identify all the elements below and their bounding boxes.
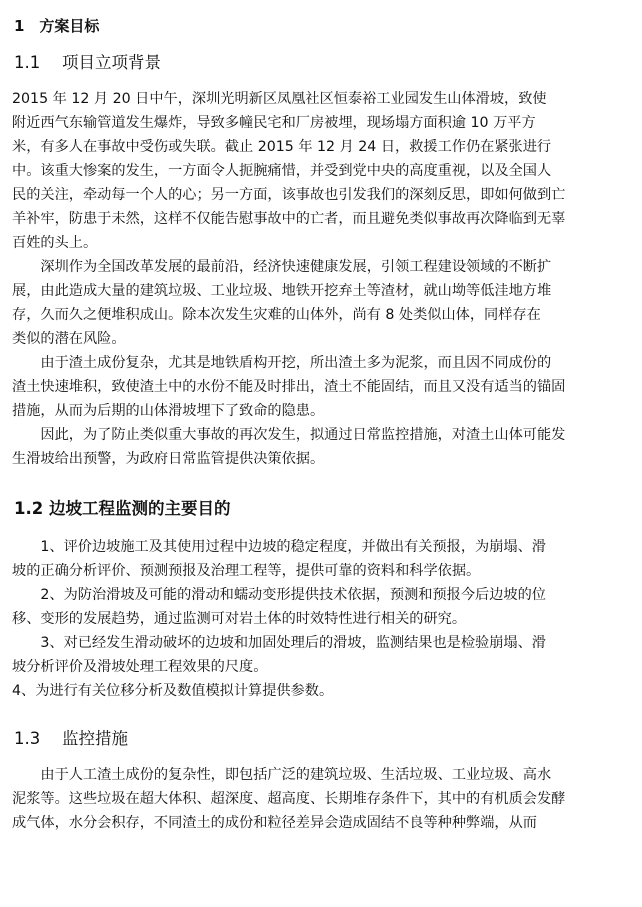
list-item: 1、评价边坡施工及其使用过程中边坡的稳定程度，并做出有关预报，为崩塌、滑 <box>12 539 546 555</box>
paragraph-shenzhen <box>12 255 630 351</box>
list-item: 2、为防治滑坡及可能的滑动和蠕动变形提供技术依据，预测和预报今后边坡的位 <box>12 587 546 603</box>
text-line: 深圳作为全国改革发展的最前沿，经济快速健康发展，引领工程建设领域的不断扩 <box>12 259 552 275</box>
text-line: 坡分析评价及滑坡处理工程效果的尺度。 <box>12 659 268 675</box>
paragraph-monitoring-measures <box>12 763 630 835</box>
text-line: 移、变形的发展趋势，通过监测可对岩土体的时效特性进行相关的研究。 <box>12 611 467 627</box>
text-line: 坡的正确分析评价、预测预报及治理工程等，提供可靠的资料和科学依据。 <box>12 563 481 579</box>
text-line: 附近西气东输管道发生爆炸，导致多幢民宅和厂房被埋，现场塌方面积逾 10 万平方 <box>12 115 536 131</box>
text-line: 渣土快速堆积，致使渣土中的水份不能及时排出，渣土不能固结，而且又没有适当的锚固 <box>12 379 566 395</box>
text-line: 因此，为了防止类似重大事故的再次发生，拟通过日常监控措施，对渣土山体可能发 <box>12 427 566 443</box>
paragraph-conclusion <box>12 423 630 471</box>
text-line: 生滑坡给出预警，为政府日常监管提供决策依据。 <box>12 451 325 467</box>
text-line: 中。该重大惨案的发生，一方面令人扼腕痛惜，并受到党中央的高度重视，以及全国人 <box>12 163 552 179</box>
text-line: 成气体，水分会积存，不同渣土的成份和粒径差异会造成固结不良等种种弊端，从而 <box>12 815 537 831</box>
text-line: 由于人工渣土成份的复杂性，即包括广泛的建筑垃圾、生活垃圾、工业垃圾、高水 <box>12 767 552 783</box>
text-line: 类似的潜在风险。 <box>12 331 126 347</box>
text-line: 百姓的头上。 <box>12 235 98 251</box>
text-line: 存，久而久之便堆积成山。除本次发生灾难的山体外，尚有 8 处类似山体，同样存在 <box>12 307 541 323</box>
text-line: 泥浆等。这些垃圾在超大体积、超深度、超高度、长期堆存条件下，其中的有机质会发酵 <box>12 791 566 807</box>
paragraph-muck-composition <box>12 351 630 423</box>
paragraph-monitoring-purposes <box>12 535 630 703</box>
subsection-heading-1-3: 1.3 监控措施 <box>14 729 128 748</box>
paragraph-background <box>12 87 630 255</box>
list-item: 3、对已经发生滑动破坏的边坡和加固处理后的滑坡，监测结果也是检验崩塌、滑 <box>12 635 546 651</box>
text-line: 米，有多人在事故中受伤或失联。截止 2015 年 12 月 24 日，救援工作仍在紧张进行 <box>12 139 552 155</box>
subsection-heading-1-1: 1.1 项目立项背景 <box>14 53 161 72</box>
section-heading-1: 1 方案目标 <box>14 17 100 35</box>
list-item: 4、为进行有关位移分析及数值模拟计算提供参数。 <box>12 683 334 699</box>
text-line: 措施，从而为后期的山体滑坡埋下了致命的隐患。 <box>12 403 325 419</box>
text-line: 由于渣土成份复杂，尤其是地铁盾构开挖，所出渣土多为泥浆，而且因不同成份的 <box>12 355 552 371</box>
text-line: 展，由此造成大量的建筑垃圾、工业垃圾、地铁开挖弃土等渣材，就山坳等低洼地方堆 <box>12 283 552 299</box>
text-line: 羊补牢，防患于未然，这样不仅能告慰事故中的亡者，而且避免类似事故再次降临到无辜 <box>12 211 566 227</box>
subsection-heading-1-2: 1.2 边坡工程监测的主要目的 <box>14 499 231 518</box>
text-line: 民的关注，牵动每一个人的心；另一方面，该事故也引发我们的深刻反思，即如何做到亡 <box>12 187 566 203</box>
text-line: 2015 年 12 月 20 日中午，深圳光明新区凤凰社区恒泰裕工业园发生山体滑坡，致使 <box>12 91 547 107</box>
